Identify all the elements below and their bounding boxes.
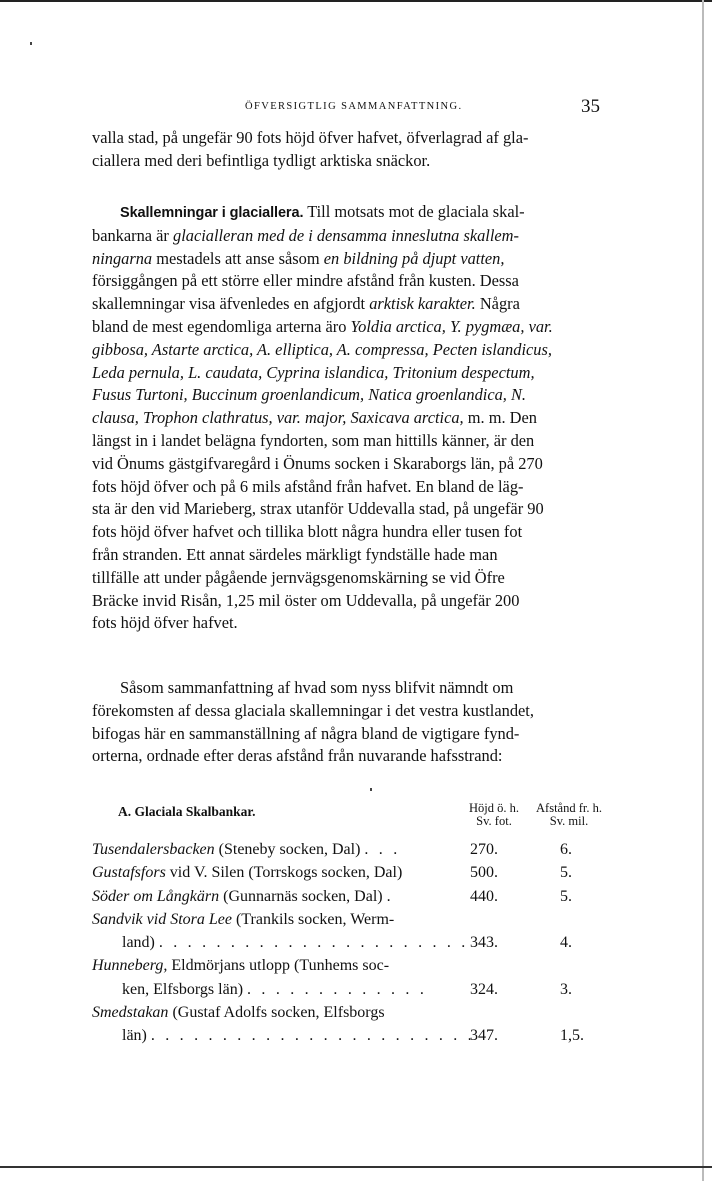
locality-name: Smedstakan (Gustaf Adolfs socken, Elfsborgs — [92, 1004, 385, 1022]
distance-value: 1,5. — [560, 1027, 584, 1045]
locality-name: Tusendalersbacken (Steneby socken, Dal) . . . — [92, 841, 401, 858]
table-header — [92, 802, 620, 838]
locality-name-continued: land) . . . . . . . . . . . . . . . . . . . . . . — [122, 934, 469, 952]
bottom-edge-rule — [0, 1166, 712, 1168]
summary-paragraph — [92, 677, 608, 768]
distance-value: 6. — [560, 841, 572, 858]
text-line: m. m. Den — [467, 408, 537, 428]
text-line: förekomsten af dessa glaciala skallemningar i det vestra kustlandet, — [92, 700, 534, 720]
text-line-italic: arktisk karakter. — [369, 294, 476, 314]
text-line: fots höjd öfver och på 6 mils afstånd från hafvet. En bland de läg- — [92, 476, 524, 496]
text-line-italic: Yoldia arctica, Y. pygmæa, var. — [350, 316, 553, 336]
running-head: ÖFVERSIGTLIG SAMMANFATTNING. — [245, 101, 463, 112]
text-line: fots höjd öfver hafvet och tillika blott några hundra eller tusen fot — [92, 522, 523, 542]
right-page-edge — [702, 0, 704, 1181]
text-line: Några — [479, 294, 520, 314]
text-line: sta är den vid Marieberg, strax utanför Uddevalla stad, på ungefär 90 — [92, 499, 544, 519]
table-row — [92, 1001, 620, 1024]
top-edge-rule — [0, 0, 712, 2]
section-heading: Skallemningar i glaciallera. — [120, 205, 304, 221]
height-value: 270. — [470, 841, 498, 858]
height-value: 347. — [470, 1027, 498, 1045]
text-line-italic: Fusus Turtoni, Buccinum groenlandicum, Natica groenlandica, N. — [92, 385, 527, 405]
locality-name: Hunneberg, Eldmörjans utlopp (Tunhems soc- — [92, 957, 390, 975]
text-line-italic: gibbosa, Astarte arctica, A. elliptica, A. compressa, Pecten islandicus, — [92, 339, 552, 359]
text-line: bland de mest egendomliga arterna äro — [92, 316, 347, 336]
page-number: 35 — [581, 96, 600, 117]
locality-name: Gustafsfors vid V. Silen (Torrskogs socken, Dal) — [92, 864, 403, 882]
text-line: Till motsats mot de glaciala skal- — [307, 202, 525, 221]
column-header-distance: Afstånd fr. h. Sv. mil. — [536, 801, 602, 828]
text-line: Bräcke invid Risån, 1,25 mil öster om Uddevalla, på ungefär 200 — [92, 590, 520, 610]
height-value: 500. — [470, 864, 498, 882]
locality-table — [92, 802, 620, 1048]
text-line: Såsom sammanfattning af hvad som nyss blifvit nämndt om — [120, 678, 514, 697]
text-line-italic: Leda pernula, L. caudata, Cyprina islandica, Tritonium despectum, — [92, 362, 535, 382]
text-line: från stranden. Ett annat särdeles märkligt fyndställe hade man — [92, 544, 498, 564]
text-line: ciallera med deri befintliga tydligt arktiska snäckor. — [92, 150, 431, 170]
section-paragraph — [92, 201, 608, 635]
locality-name: Sandvik vid Stora Lee (Trankils socken, Werm- — [92, 910, 395, 928]
text-line: fots höjd öfver hafvet. — [92, 613, 238, 633]
text-line: bankarna är — [92, 225, 169, 245]
text-line-italic: ningarna — [92, 248, 153, 268]
text-line: längst in i landet belägna fyndorten, som man hittills känner, är den — [92, 430, 535, 450]
table-title: A. Glaciala Skalbankar. — [118, 804, 256, 819]
text-line: mestadels att anse såsom — [156, 248, 320, 268]
table-row-continuation — [92, 931, 620, 954]
column-header-height: Höjd ö. h. Sv. fot. — [469, 801, 519, 828]
locality-name-continued: ken, Elfsborgs län) . . . . . . . . . . . . . — [122, 980, 428, 998]
height-value: 343. — [470, 934, 498, 952]
text-line: valla stad, på ungefär 90 fots höjd öfver hafvet, öfverlagrad af gla- — [92, 128, 529, 147]
table-row — [92, 838, 620, 861]
distance-value: 5. — [560, 887, 572, 905]
distance-value: 3. — [560, 980, 572, 998]
table-row — [92, 954, 620, 977]
table-row-continuation — [92, 978, 620, 1001]
text-line-italic: clausa, Trophon clathratus, var. major, Saxicava arctica, — [92, 408, 464, 428]
table-row — [92, 885, 620, 908]
text-line-italic: glacialleran med de i densamma inneslutna skallem- — [173, 225, 519, 245]
paper-speck — [30, 42, 32, 45]
height-value: 440. — [470, 887, 498, 905]
distance-value: 5. — [560, 864, 572, 882]
text-line: skallemningar visa äfvenledes en afgjordt — [92, 294, 366, 314]
text-line-italic: en bildning på djupt vatten, — [323, 248, 505, 268]
text-line: tillfälle att under pågående jernvägsgenomskärning se vid Öfre — [92, 567, 505, 587]
text-line: försiggången på ett större eller mindre afstånd från kusten. Dessa — [92, 271, 519, 291]
table-row — [92, 861, 620, 884]
paper-speck — [370, 788, 372, 791]
table-row-continuation — [92, 1024, 620, 1047]
locality-name-continued: län) . . . . . . . . . . . . . . . . . . . . . . . — [122, 1027, 475, 1045]
text-line: vid Önums gästgifvaregård i Önums socken i Skaraborgs län, på 270 — [92, 453, 543, 473]
text-line: bifogas här en sammanställning af några bland de vigtigare fynd- — [92, 723, 520, 743]
text-line: orterna, ordnade efter deras afstånd från nuvarande hafsstrand: — [92, 746, 503, 766]
table-row — [92, 908, 620, 931]
height-value: 324. — [470, 980, 498, 998]
intro-paragraph — [92, 127, 608, 173]
distance-value: 4. — [560, 934, 572, 952]
locality-name: Söder om Långkärn (Gunnarnäs socken, Dal) . — [92, 887, 394, 905]
